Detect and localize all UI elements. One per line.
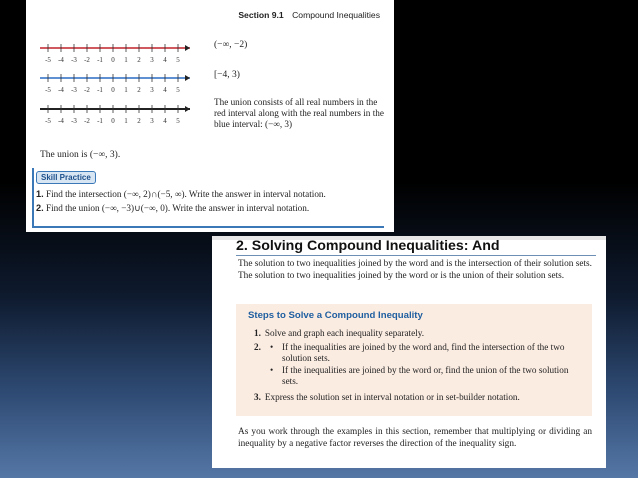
tick-label: -3 (71, 117, 77, 125)
tick-label: 1 (124, 56, 128, 64)
tick-label: -1 (97, 86, 103, 94)
tick-label: -4 (58, 86, 64, 94)
tick-label: 4 (163, 117, 167, 125)
tick-label: -5 (45, 86, 51, 94)
union-explanation: The union consists of all real numbers in the red interval along with the real numbers in the blue interval: (−∞, 3) (214, 97, 384, 129)
tick-label: 3 (150, 56, 154, 64)
steps-title: Steps to Solve a Compound Inequality (248, 310, 423, 321)
union-result: The union is (−∞, 3). (40, 150, 121, 160)
tick-label: 0 (111, 86, 115, 94)
tick-label: -2 (84, 117, 90, 125)
number-line-graph (40, 70, 210, 96)
number-line-red (40, 40, 210, 66)
tick-label: -3 (71, 56, 77, 64)
tick-label: -5 (45, 117, 51, 125)
number-line-union (40, 101, 210, 127)
skill-practice-badge: Skill Practice (36, 171, 96, 184)
tick-label: 0 (111, 56, 115, 64)
tick-label: 3 (150, 86, 154, 94)
skill-item-1-text: Find the intersection (−∞, 2)∩(−5, ∞). Write the answer in interval notation. (45, 189, 326, 199)
tick-label: -2 (84, 56, 90, 64)
textbook-page-section-2 (212, 236, 606, 468)
tick-label: 2 (137, 86, 141, 94)
tick-label: 2 (137, 117, 141, 125)
arrow-right-icon (185, 106, 190, 112)
step-2a-text: If the inequalities are joined by the word and, find the intersection of the two solution sets. (282, 342, 565, 363)
bullet-icon: • (270, 342, 274, 352)
step-1: 1. Solve and graph each inequality separately. (254, 328, 424, 338)
skill-item-1: 1. Find the intersection (−∞, 2)∩(−5, ∞). Write the answer in interval notation. (36, 189, 326, 199)
tick-label: -2 (84, 86, 90, 94)
step-2b-text: If the inequalities are joined by the word or, find the union of the two solution sets. (282, 365, 569, 386)
skill-item-2: 2. Find the union (−∞, −3)∪(−∞, 0). Write the answer in interval notation. (36, 203, 310, 213)
tick-label: -1 (97, 117, 103, 125)
section-number: Section 9.1 (238, 10, 284, 20)
skill-item-2-text: Find the union (−∞, −3)∪(−∞, 0). Write the answer in interval notation. (45, 203, 310, 213)
skill-practice-box (32, 168, 384, 228)
interval-label-red: (−∞, −2) (214, 40, 248, 50)
tick-label: 3 (150, 117, 154, 125)
bullet-icon: • (270, 365, 274, 375)
tick-label: 5 (176, 56, 180, 64)
tick-label: 4 (163, 56, 167, 64)
closing-paragraph: As you work through the examples in this section, remember that multiplying or dividing an inequality by a negative factor reverses the direction of the inequality sign. (238, 427, 592, 449)
interval-label-blue: [−4, 3) (214, 70, 240, 80)
step-1-text: Solve and graph each inequality separately. (264, 328, 424, 338)
section-header (238, 10, 380, 20)
number-line-graph (40, 40, 210, 66)
tick-label: 2 (137, 56, 141, 64)
section-title: 2. Solving Compound Inequalities: And (236, 238, 596, 256)
tick-label: -3 (71, 86, 77, 94)
tick-label: 0 (111, 117, 115, 125)
tick-label: 4 (163, 86, 167, 94)
intro-paragraph: The solution to two inequalities joined by the word and is the intersection of their solution sets. The solution to two inequalities joined by the word or is the union of their solution sets. (238, 259, 592, 281)
number-line-blue (40, 70, 210, 96)
tick-label: -5 (45, 56, 51, 64)
arrow-right-icon (185, 45, 190, 51)
tick-label: -4 (58, 117, 64, 125)
tick-label: -4 (58, 56, 64, 64)
textbook-page-section-9-1 (26, 0, 394, 232)
tick-label: -1 (97, 56, 103, 64)
tick-label: 1 (124, 117, 128, 125)
tick-label: 1 (124, 86, 128, 94)
arrow-right-icon (185, 75, 190, 81)
tick-label: 5 (176, 86, 180, 94)
step-3: 3. Express the solution set in interval notation or in set-builder notation. (254, 392, 520, 402)
step-3-text: Express the solution set in interval notation or in set-builder notation. (264, 392, 520, 402)
section-topic: Compound Inequalities (292, 10, 380, 20)
tick-label: 5 (176, 117, 180, 125)
number-line-graph (40, 101, 210, 127)
steps-box (236, 304, 592, 416)
step-2-number: 2. (254, 342, 261, 352)
